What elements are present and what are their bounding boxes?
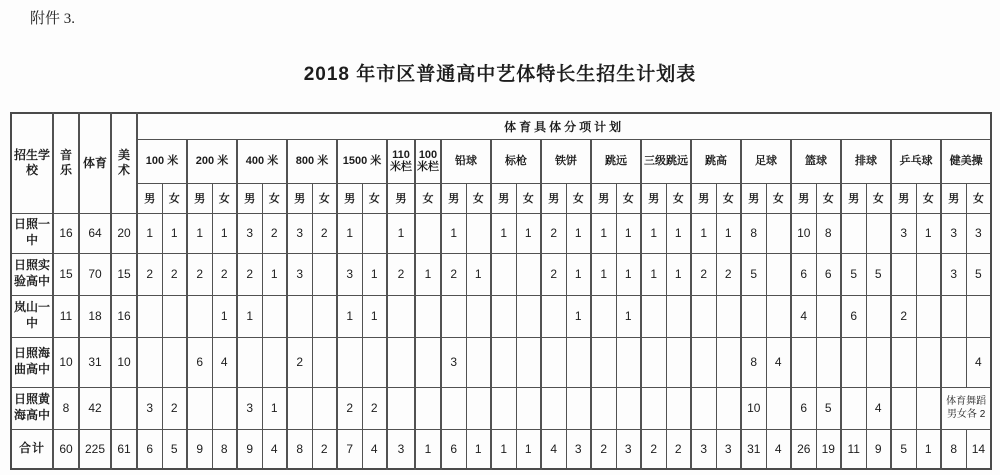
header-gender: 女 xyxy=(212,183,237,213)
header-gender: 女 xyxy=(866,183,891,213)
header-sports-detail-title: 体育具体分项计划 xyxy=(137,113,991,139)
sports-cell: 42 xyxy=(79,387,111,429)
total-row xyxy=(11,429,991,469)
header-gender: 男 xyxy=(387,183,415,213)
header-gender: 男 xyxy=(187,183,212,213)
value-cell: 3 xyxy=(966,213,991,253)
value-cell xyxy=(541,337,566,387)
value-cell xyxy=(616,337,641,387)
sports-cell: 64 xyxy=(79,213,111,253)
value-cell: 2 xyxy=(716,253,741,295)
sports-cell: 18 xyxy=(79,295,111,337)
value-cell xyxy=(415,213,441,253)
value-cell xyxy=(262,295,287,337)
value-cell: 1 xyxy=(566,253,591,295)
value-cell: 8 xyxy=(741,337,766,387)
value-cell xyxy=(716,337,741,387)
value-cell xyxy=(466,337,491,387)
value-cell: 1 xyxy=(237,295,262,337)
header-gender: 女 xyxy=(816,183,841,213)
art-cell: 16 xyxy=(111,295,137,337)
value-cell xyxy=(691,387,716,429)
school-cell: 日照实验高中 xyxy=(11,253,53,295)
value-cell xyxy=(387,387,415,429)
value-cell xyxy=(591,295,616,337)
table-row xyxy=(11,387,991,429)
value-cell: 2 xyxy=(362,387,387,429)
value-cell xyxy=(415,337,441,387)
value-cell: 1 xyxy=(137,213,162,253)
art-cell: 20 xyxy=(111,213,137,253)
value-cell: 10 xyxy=(741,387,766,429)
value-cell xyxy=(666,295,691,337)
header-sports: 体育 xyxy=(79,113,111,213)
value-cell: 1 xyxy=(616,253,641,295)
header-gender: 女 xyxy=(566,183,591,213)
value-cell: 4 xyxy=(212,337,237,387)
value-cell: 8 xyxy=(816,213,841,253)
value-cell xyxy=(891,253,916,295)
value-cell: 8 xyxy=(287,429,312,469)
value-cell xyxy=(641,295,666,337)
header-event: 100米栏 xyxy=(415,139,441,183)
value-cell: 1 xyxy=(616,295,641,337)
value-cell xyxy=(841,213,866,253)
value-cell: 2 xyxy=(541,253,566,295)
value-cell xyxy=(866,337,891,387)
value-cell: 1 xyxy=(441,213,466,253)
value-cell xyxy=(415,295,441,337)
school-cell: 日照黄海高中 xyxy=(11,387,53,429)
value-cell: 6 xyxy=(187,337,212,387)
music-cell: 60 xyxy=(53,429,79,469)
header-gender: 女 xyxy=(312,183,337,213)
header-gender: 女 xyxy=(516,183,541,213)
value-cell xyxy=(691,295,716,337)
table-row xyxy=(11,295,991,337)
value-cell: 2 xyxy=(137,253,162,295)
value-cell: 6 xyxy=(816,253,841,295)
header-event: 排球 xyxy=(841,139,891,183)
value-cell: 5 xyxy=(162,429,187,469)
value-cell xyxy=(137,337,162,387)
value-cell xyxy=(162,295,187,337)
header-gender: 女 xyxy=(916,183,941,213)
header-event: 标枪 xyxy=(491,139,541,183)
value-cell xyxy=(766,253,791,295)
value-cell: 1 xyxy=(362,295,387,337)
header-art: 美术 xyxy=(111,113,137,213)
music-cell: 10 xyxy=(53,337,79,387)
table-row xyxy=(11,253,991,295)
value-cell: 8 xyxy=(941,429,966,469)
header-event: 200 米 xyxy=(187,139,237,183)
value-cell: 2 xyxy=(237,253,262,295)
header-gender: 男 xyxy=(591,183,616,213)
value-cell: 4 xyxy=(541,429,566,469)
value-cell: 5 xyxy=(866,253,891,295)
value-cell: 31 xyxy=(741,429,766,469)
value-cell xyxy=(287,295,312,337)
value-cell xyxy=(516,295,541,337)
value-cell: 1 xyxy=(337,213,362,253)
value-cell xyxy=(491,337,516,387)
value-cell xyxy=(362,213,387,253)
header-event: 1500 米 xyxy=(337,139,387,183)
value-cell xyxy=(741,295,766,337)
value-cell: 3 xyxy=(941,253,966,295)
value-cell: 1 xyxy=(466,253,491,295)
value-cell xyxy=(866,295,891,337)
value-cell: 1 xyxy=(415,429,441,469)
value-cell xyxy=(441,387,466,429)
value-cell: 3 xyxy=(337,253,362,295)
value-cell: 3 xyxy=(941,213,966,253)
value-cell: 6 xyxy=(791,253,816,295)
value-cell xyxy=(716,387,741,429)
value-cell xyxy=(616,387,641,429)
value-cell: 6 xyxy=(441,429,466,469)
music-cell: 15 xyxy=(53,253,79,295)
value-cell: 3 xyxy=(716,429,741,469)
header-gender: 男 xyxy=(337,183,362,213)
value-cell xyxy=(491,295,516,337)
value-cell: 9 xyxy=(187,429,212,469)
value-cell: 1 xyxy=(262,253,287,295)
value-cell: 1 xyxy=(466,429,491,469)
value-cell xyxy=(441,295,466,337)
value-cell xyxy=(387,337,415,387)
value-cell: 3 xyxy=(616,429,641,469)
value-cell xyxy=(541,295,566,337)
value-cell: 4 xyxy=(766,429,791,469)
value-cell xyxy=(841,337,866,387)
value-cell xyxy=(816,337,841,387)
header-event: 篮球 xyxy=(791,139,841,183)
value-cell: 2 xyxy=(891,295,916,337)
value-cell xyxy=(137,295,162,337)
header-event: 400 米 xyxy=(237,139,287,183)
value-cell xyxy=(766,295,791,337)
value-cell: 2 xyxy=(187,253,212,295)
value-cell: 2 xyxy=(441,253,466,295)
value-cell xyxy=(641,337,666,387)
sports-cell: 70 xyxy=(79,253,111,295)
sports-cell: 225 xyxy=(79,429,111,469)
value-cell: 6 xyxy=(137,429,162,469)
header-event: 100 米 xyxy=(137,139,187,183)
value-cell: 1 xyxy=(916,429,941,469)
value-cell xyxy=(566,387,591,429)
value-cell: 4 xyxy=(766,337,791,387)
value-cell: 8 xyxy=(212,429,237,469)
value-cell: 2 xyxy=(691,253,716,295)
value-cell: 2 xyxy=(262,213,287,253)
value-cell xyxy=(591,387,616,429)
header-gender: 女 xyxy=(716,183,741,213)
value-cell xyxy=(891,387,916,429)
value-cell: 1 xyxy=(591,213,616,253)
value-cell: 10 xyxy=(791,213,816,253)
value-cell: 1 xyxy=(387,213,415,253)
value-cell xyxy=(916,253,941,295)
value-cell xyxy=(666,387,691,429)
music-cell: 11 xyxy=(53,295,79,337)
value-cell xyxy=(841,387,866,429)
value-cell xyxy=(312,253,337,295)
table-row xyxy=(11,213,991,253)
value-cell: 8 xyxy=(741,213,766,253)
value-cell: 5 xyxy=(816,387,841,429)
value-cell xyxy=(766,387,791,429)
header-gender: 男 xyxy=(741,183,766,213)
value-cell: 3 xyxy=(566,429,591,469)
value-cell: 5 xyxy=(891,429,916,469)
header-gender: 男 xyxy=(237,183,262,213)
value-cell: 1 xyxy=(415,253,441,295)
value-cell xyxy=(891,337,916,387)
value-cell: 9 xyxy=(866,429,891,469)
value-cell xyxy=(516,253,541,295)
page-title: 2018 年市区普通高中艺体特长生招生计划表 xyxy=(303,64,697,85)
value-cell: 1 xyxy=(591,253,616,295)
value-cell: 4 xyxy=(262,429,287,469)
value-cell: 2 xyxy=(591,429,616,469)
school-cell: 日照海曲高中 xyxy=(11,337,53,387)
header-gender: 男 xyxy=(891,183,916,213)
value-cell: 2 xyxy=(666,429,691,469)
value-cell: 19 xyxy=(816,429,841,469)
header-school: 招生学校 xyxy=(11,113,53,213)
value-cell: 2 xyxy=(162,387,187,429)
value-cell xyxy=(387,295,415,337)
value-cell xyxy=(312,295,337,337)
value-cell: 7 xyxy=(337,429,362,469)
header-gender: 男 xyxy=(541,183,566,213)
header-gender: 男 xyxy=(841,183,866,213)
value-cell xyxy=(237,337,262,387)
value-cell: 1 xyxy=(716,213,741,253)
value-cell xyxy=(541,387,566,429)
value-cell: 5 xyxy=(741,253,766,295)
value-cell xyxy=(262,337,287,387)
value-cell: 2 xyxy=(312,429,337,469)
value-cell xyxy=(466,213,491,253)
header-event: 铅球 xyxy=(441,139,491,183)
header-gender: 男 xyxy=(941,183,966,213)
value-cell: 1 xyxy=(212,295,237,337)
header-gender: 女 xyxy=(262,183,287,213)
sports-cell: 31 xyxy=(79,337,111,387)
value-cell xyxy=(516,387,541,429)
value-cell: 2 xyxy=(541,213,566,253)
value-cell: 4 xyxy=(966,337,991,387)
value-cell: 1 xyxy=(666,213,691,253)
value-cell xyxy=(466,295,491,337)
value-cell: 2 xyxy=(287,337,312,387)
header-gender: 男 xyxy=(441,183,466,213)
header-event: 800 米 xyxy=(287,139,337,183)
plan-table xyxy=(10,112,992,470)
value-cell: 6 xyxy=(841,295,866,337)
value-cell xyxy=(415,387,441,429)
art-cell: 10 xyxy=(111,337,137,387)
value-cell: 3 xyxy=(891,213,916,253)
value-cell xyxy=(666,337,691,387)
value-cell: 4 xyxy=(866,387,891,429)
value-cell: 3 xyxy=(441,337,466,387)
header-event: 足球 xyxy=(741,139,791,183)
value-cell: 1 xyxy=(616,213,641,253)
value-cell xyxy=(591,337,616,387)
header-gender: 女 xyxy=(966,183,991,213)
value-cell: 1 xyxy=(491,429,516,469)
header-gender: 女 xyxy=(666,183,691,213)
value-cell: 4 xyxy=(362,429,387,469)
header-gender: 男 xyxy=(691,183,716,213)
value-cell: 2 xyxy=(337,387,362,429)
value-cell xyxy=(791,337,816,387)
header-gender: 女 xyxy=(616,183,641,213)
header-gender: 男 xyxy=(287,183,312,213)
value-cell xyxy=(916,337,941,387)
value-cell: 2 xyxy=(312,213,337,253)
header-event: 跳远 xyxy=(591,139,641,183)
value-cell: 5 xyxy=(841,253,866,295)
header-event: 跳高 xyxy=(691,139,741,183)
music-cell: 8 xyxy=(53,387,79,429)
value-cell: 1 xyxy=(566,213,591,253)
value-cell: 3 xyxy=(237,213,262,253)
value-cell: 1 xyxy=(641,253,666,295)
value-cell: 11 xyxy=(841,429,866,469)
value-cell: 1 xyxy=(337,295,362,337)
value-cell xyxy=(187,295,212,337)
value-cell xyxy=(516,337,541,387)
value-cell xyxy=(916,387,941,429)
value-cell: 9 xyxy=(237,429,262,469)
value-cell xyxy=(866,213,891,253)
value-cell: 5 xyxy=(966,253,991,295)
value-cell xyxy=(362,337,387,387)
art-cell: 61 xyxy=(111,429,137,469)
value-cell: 3 xyxy=(691,429,716,469)
school-cell: 岚山一中 xyxy=(11,295,53,337)
header-gender: 女 xyxy=(362,183,387,213)
music-cell: 16 xyxy=(53,213,79,253)
value-cell: 3 xyxy=(387,429,415,469)
header-event: 健美操 xyxy=(941,139,991,183)
school-cell: 合计 xyxy=(11,429,53,469)
value-cell xyxy=(966,295,991,337)
value-cell: 1 xyxy=(262,387,287,429)
value-cell: 3 xyxy=(137,387,162,429)
table-row xyxy=(11,337,991,387)
value-cell: 1 xyxy=(516,213,541,253)
header-gender: 女 xyxy=(162,183,187,213)
value-cell xyxy=(491,253,516,295)
value-cell xyxy=(337,337,362,387)
value-cell xyxy=(816,295,841,337)
value-cell xyxy=(312,337,337,387)
header-gender: 女 xyxy=(766,183,791,213)
value-cell xyxy=(941,337,966,387)
value-cell: 1 xyxy=(212,213,237,253)
value-cell xyxy=(466,387,491,429)
header-event: 三级跳远 xyxy=(641,139,691,183)
value-cell: 1 xyxy=(691,213,716,253)
value-cell: 4 xyxy=(791,295,816,337)
art-cell: 15 xyxy=(111,253,137,295)
value-cell: 6 xyxy=(791,387,816,429)
header-gender: 男 xyxy=(641,183,666,213)
value-cell xyxy=(716,295,741,337)
attachment-label: 附件 3. xyxy=(30,11,76,27)
value-cell xyxy=(312,387,337,429)
value-cell: 1 xyxy=(516,429,541,469)
value-cell: 1 xyxy=(187,213,212,253)
value-cell xyxy=(641,387,666,429)
header-gender: 女 xyxy=(466,183,491,213)
value-cell: 1 xyxy=(162,213,187,253)
header-gender: 男 xyxy=(791,183,816,213)
header-gender: 女 xyxy=(415,183,441,213)
value-cell: 1 xyxy=(491,213,516,253)
value-cell xyxy=(766,213,791,253)
value-cell: 1 xyxy=(641,213,666,253)
header-gender: 男 xyxy=(137,183,162,213)
value-cell: 3 xyxy=(287,213,312,253)
value-cell: 3 xyxy=(287,253,312,295)
value-cell xyxy=(212,387,237,429)
value-cell xyxy=(691,337,716,387)
value-cell: 2 xyxy=(162,253,187,295)
value-cell: 14 xyxy=(966,429,991,469)
header-music: 音乐 xyxy=(53,113,79,213)
value-cell: 1 xyxy=(916,213,941,253)
header-event: 乒乓球 xyxy=(891,139,941,183)
merged-note-cell: 体育舞蹈男女各 2 xyxy=(941,387,991,429)
value-cell: 1 xyxy=(362,253,387,295)
value-cell xyxy=(187,387,212,429)
value-cell: 2 xyxy=(387,253,415,295)
value-cell xyxy=(941,295,966,337)
value-cell: 1 xyxy=(566,295,591,337)
value-cell: 2 xyxy=(212,253,237,295)
value-cell xyxy=(287,387,312,429)
value-cell: 2 xyxy=(641,429,666,469)
value-cell: 3 xyxy=(237,387,262,429)
school-cell: 日照一中 xyxy=(11,213,53,253)
value-cell: 1 xyxy=(666,253,691,295)
value-cell xyxy=(916,295,941,337)
value-cell xyxy=(566,337,591,387)
header-event: 110米栏 xyxy=(387,139,415,183)
value-cell xyxy=(491,387,516,429)
header-event: 铁饼 xyxy=(541,139,591,183)
art-cell xyxy=(111,387,137,429)
value-cell xyxy=(162,337,187,387)
value-cell: 26 xyxy=(791,429,816,469)
header-gender: 男 xyxy=(491,183,516,213)
